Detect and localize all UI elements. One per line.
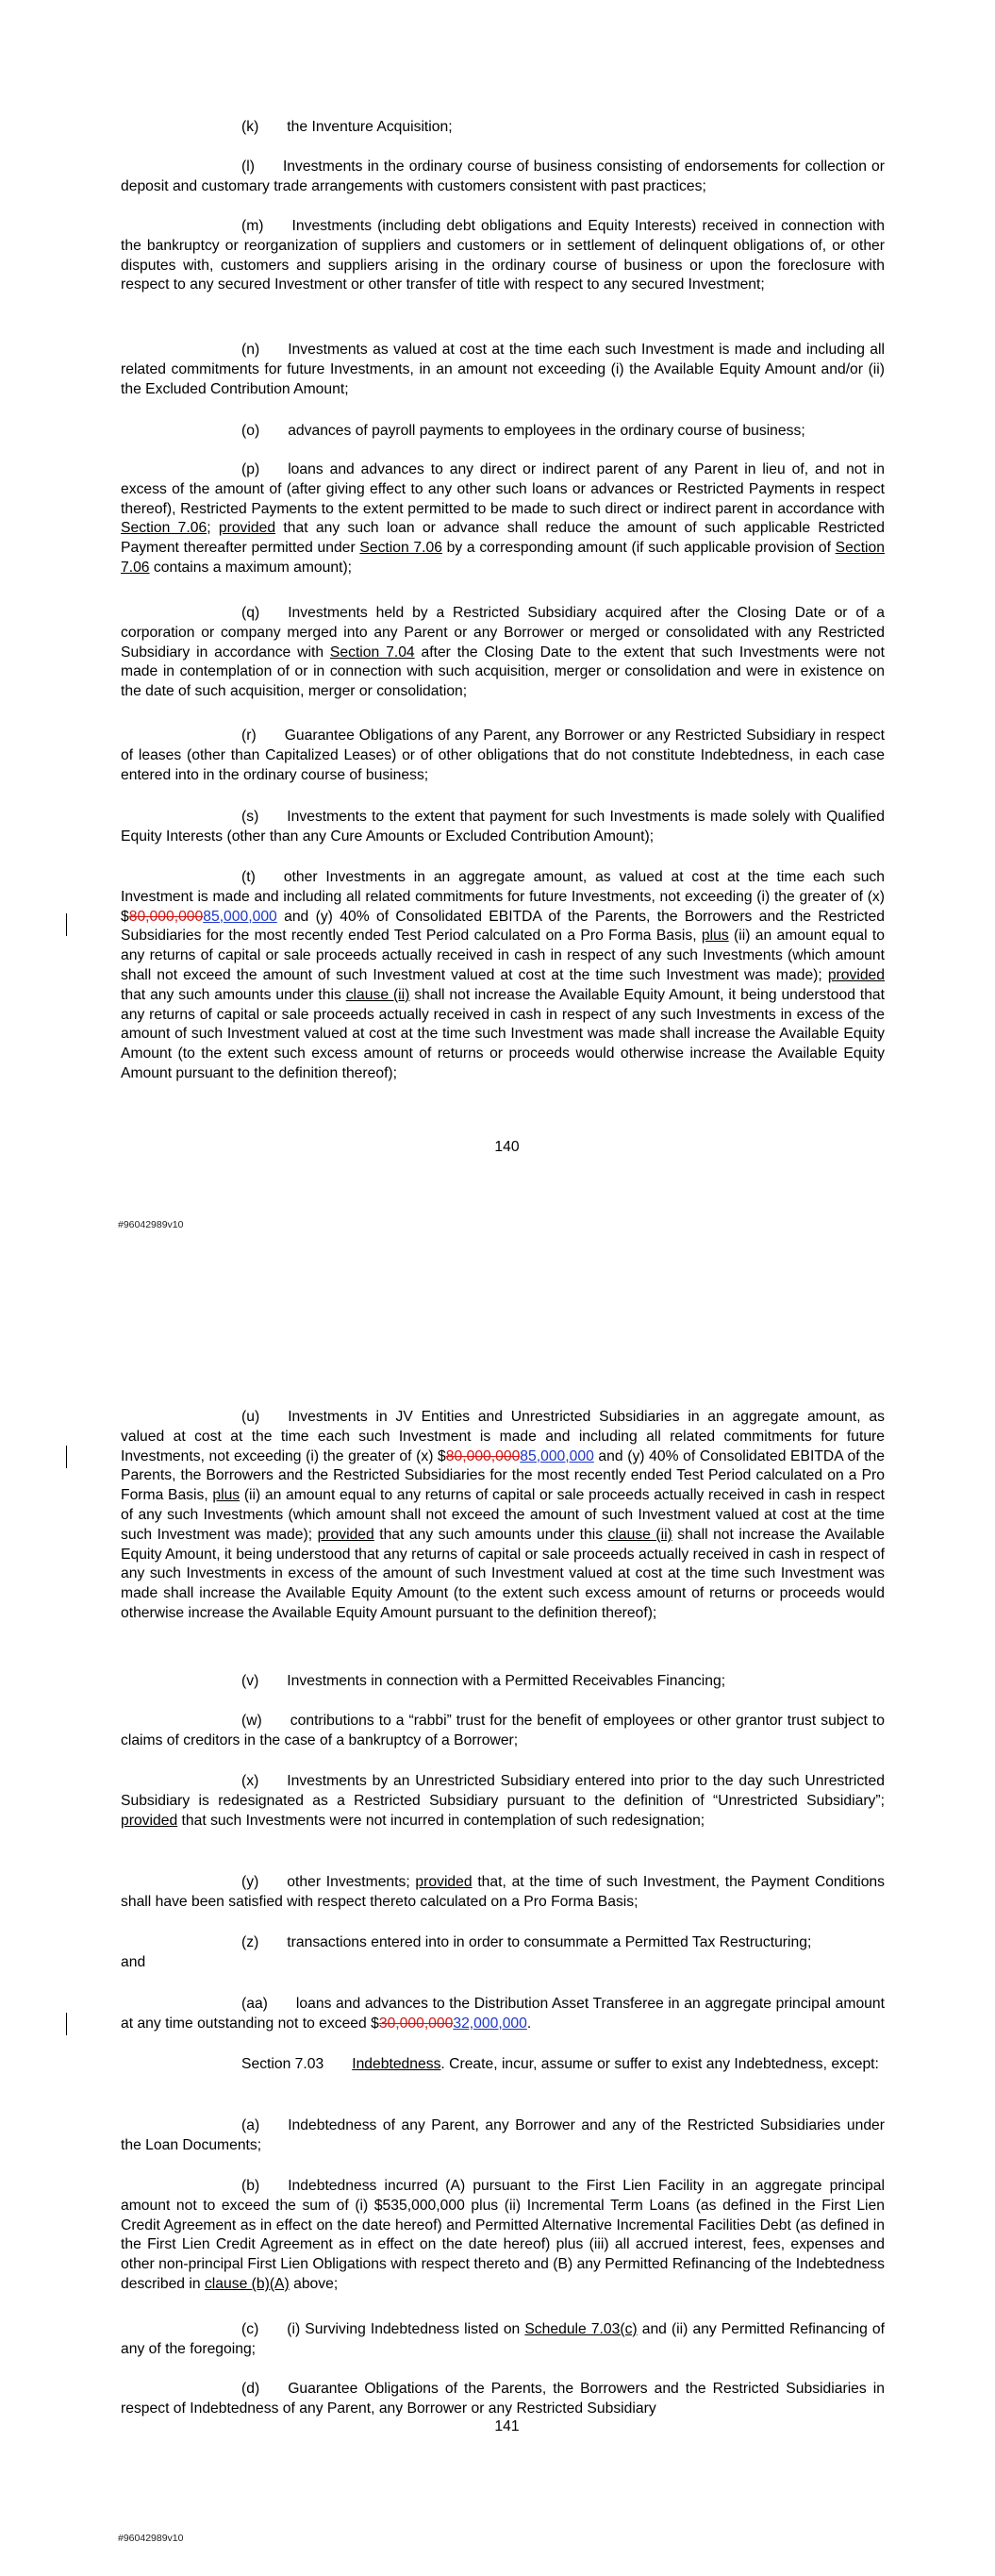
inserted-amount: 85,000,000: [203, 908, 277, 925]
item-label: (q): [241, 605, 260, 621]
provided-term: provided: [827, 966, 885, 983]
item-label: (m): [241, 218, 264, 234]
item-s: [121, 808, 885, 847]
item-label: (z): [241, 1934, 259, 1950]
text-run: that any such amounts under this: [373, 1526, 608, 1543]
item-text: Investments in the ordinary course of business consisting of endorsements for collection or deposit and customary trade arrangements with customers consistent with past practices;: [121, 159, 885, 194]
item-n: [121, 341, 885, 399]
inserted-amount: 85,000,000: [520, 1447, 594, 1464]
text-run: and (y) 40% of Consolidated EBITDA of the Parents, the Borrowers and the Restricted Subsidiaries for the most recently ended Test Period calculated on a Pro Forma Basis,: [121, 1447, 885, 1504]
item-l: [121, 158, 885, 197]
item-label: (l): [241, 159, 255, 175]
item-label: (v): [241, 1673, 259, 1689]
item-label: (w): [241, 1713, 262, 1729]
clause-b-a-ref[interactable]: clause (b)(A): [204, 2275, 290, 2292]
item-text: Investments to the extent that payment for such Investments is made solely with Qualified Equity Interests (other than any Cure Amounts or Excluded Contribution Amount);: [121, 809, 885, 845]
item-text: Investments (including debt obligations and Equity Interests) received in connection with the bankruptcy or reorganization of suppliers and customers or in settlement of delinquent obligations of, or other disputes with, customers and suppliers arising in the ordinary course of business or upon the foreclosure with respect to any secured Investment or other transfer of title with respect to any secured Investment;: [121, 218, 885, 293]
item-label: (y): [241, 1874, 259, 1890]
item-c: [121, 2320, 885, 2360]
item-text: Indebtedness of any Parent, any Borrower and any of the Restricted Subsidiaries under the Loan Documents;: [121, 2117, 885, 2153]
item-text: Investments as valued at cost at the time each such Investment is made and including all related commitments for future Investments, in an amount not exceeding (i) the Available Equity Amount and/or (ii) the Excluded Contribution Amount;: [121, 342, 885, 397]
change-bar: [66, 913, 67, 936]
item-text: Guarantee Obligations of any Parent, any Borrower or any Restricted Subsidiary in respect of leases (other than Capitalized Leases) or of other obligations that do not constitute Indebtedness, in each case entered into in the ordinary course of business;: [121, 728, 885, 783]
clause-ii-ref[interactable]: clause (ii): [607, 1526, 672, 1543]
text-run: .: [526, 2015, 532, 2032]
document-id-footer: #96042989v10: [118, 2533, 184, 2544]
provided-term: provided: [218, 520, 276, 537]
item-k: [121, 118, 885, 138]
section-title: Indebtedness: [352, 2056, 441, 2072]
deleted-amount: 80,000,000: [445, 1447, 521, 1464]
item-v: [121, 1672, 885, 1692]
text-run: Investments by an Unrestricted Subsidiary entered into prior to the day such Unrestricted Subsidiary is redesignated as a Restricted Subsidiary pursuant to the definition of “Unrestricted Subsidiary”;: [121, 1773, 885, 1809]
item-t: [121, 868, 885, 1084]
text-run: that any such amounts under this: [121, 986, 346, 1003]
item-text: advances of payroll payments to employees in the ordinary course of business;: [288, 423, 805, 439]
provided-term: provided: [121, 1812, 178, 1829]
item-text: the Inventure Acquisition;: [287, 119, 453, 135]
conjunction-and: and: [121, 1953, 146, 1970]
section-7-06-ref[interactable]: Section 7.06: [359, 540, 442, 557]
text-run: and (ii) any Permitted Refinancing of any of the foregoing;: [121, 2321, 885, 2357]
item-label: (t): [241, 869, 256, 885]
section-text: . Create, incur, assume or suffer to exist any Indebtedness, except:: [440, 2056, 879, 2072]
item-aa: [121, 1995, 885, 2034]
plus-term: plus: [212, 1487, 240, 1504]
deleted-amount: 80,000,000: [128, 908, 204, 925]
section-7-06-ref[interactable]: Section 7.06: [121, 540, 885, 576]
text-run: contains a maximum amount);: [149, 559, 353, 576]
section-number: Section 7.03: [241, 2056, 324, 2072]
item-label: (d): [241, 2381, 260, 2397]
section-7-04-ref[interactable]: Section 7.04: [329, 644, 415, 661]
text-run: loans and advances to any direct or indirect parent of any Parent in lieu of, and not in excess of the amount of (after giving effect to any other such loans or advances or Restricted Payments in respect thereof), Restricted Payments to the extent permitted to be made to such direct or indirect parent in accordance with: [121, 461, 885, 517]
deleted-amount: 30,000,000: [378, 2015, 454, 2032]
item-label: (n): [241, 342, 260, 358]
text-run: (ii) an amount equal to any returns of capital or sale proceeds actually received in cash in respect of any such Investments (which amount shall not exceed the amount of such Investment valued at cost at the time such Investment was made);: [121, 1487, 885, 1543]
text-run: other Investments;: [287, 1874, 416, 1890]
section-7-06-ref[interactable]: Section 7.06: [121, 520, 207, 537]
item-q: [121, 604, 885, 702]
inserted-amount: 32,000,000: [453, 2015, 527, 2032]
item-label: (aa): [241, 1996, 268, 2012]
text-run: Indebtedness incurred (A) pursuant to the First Lien Facility in an aggregate principal amount not to exceed the sum of (i) $535,000,000 plus (ii) Incremental Term Loans (as defined in the First Lien Credit Agreement as in effect on the date hereof) and Permitted Alternative Incremental Facilities Debt (as defined in the First Lien Credit Agreement as in effect on the date hereof) plus (iii) all accrued interest, fees, expenses and other non-principal First Lien Obligations with respect thereto and (B) any Permitted Refinancing of the Indebtedness described in: [121, 2178, 885, 2292]
item-p: [121, 460, 885, 578]
text-run: Investments held by a Restricted Subsidiary acquired after the Closing Date or of a corporation or company merged into any Parent or any Borrower or merged or consolidated with any Restricted Subsidiary in accordance with: [121, 605, 885, 661]
item-r: [121, 727, 885, 785]
text-run: (i) Surviving Indebtedness listed on: [287, 2321, 525, 2337]
text-run: and (y) 40% of Consolidated EBITDA of the Parents, the Borrowers and the Restricted Subsidiaries for the most recently ended Test Period calculated on a Pro Forma Basis,: [121, 908, 885, 945]
item-y: [121, 1873, 885, 1913]
provided-term: provided: [415, 1874, 473, 1890]
text-run: that, at the time of such Investment, the Payment Conditions shall have been satisfied with respect thereto calculated on a Pro Forma Basis;: [121, 1874, 885, 1910]
item-label: (u): [241, 1409, 260, 1425]
item-text: transactions entered into in order to consummate a Permitted Tax Restructuring;: [287, 1934, 812, 1950]
text-run: that any such loan or advance shall reduce the amount of such applicable Restricted Payment thereafter permitted under: [121, 520, 885, 557]
item-z: [121, 1933, 885, 1973]
item-label: (x): [241, 1773, 259, 1789]
clause-ii-ref[interactable]: clause (ii): [345, 986, 410, 1003]
text-run: other Investments in an aggregate amount, as valued at cost at the time each such Investment is made and including all related commitments for future Investments, not exceeding (i) the greater of (x) $: [121, 869, 885, 925]
text-run: ;: [207, 520, 219, 537]
text-run: after the Closing Date to the extent that such Investments were not made in contemplation of or in connection with such acquisition, merger or consolidation and were in existence on the date of such acquisition, merger or consolidation;: [121, 644, 885, 700]
item-text: Investments in connection with a Permitted Receivables Financing;: [287, 1673, 726, 1689]
text-run: by a corresponding amount (if such applicable provision of: [441, 540, 836, 557]
item-label: (k): [241, 119, 259, 135]
plus-term: plus: [701, 928, 729, 945]
item-d: [121, 2380, 885, 2419]
document-id-footer: #96042989v10: [118, 1219, 184, 1230]
change-bar: [66, 1446, 67, 1468]
item-label: (b): [241, 2178, 260, 2194]
item-label: (o): [241, 423, 260, 439]
text-run: (ii) an amount equal to any returns of capital or sale proceeds actually received in cash in respect of any such Investments (which amount shall not exceed the amount of such Investment valued at cost at the time such Investment was made);: [121, 928, 885, 983]
item-u: [121, 1408, 885, 1624]
item-label: (s): [241, 809, 259, 825]
item-w: [121, 1712, 885, 1751]
text-run: shall not increase the Available Equity Amount, it being understood that any returns of capital or sale proceeds actually received in cash in respect of any such Investments in excess of the amount of such Investment valued at cost at the time such Investment was made shall increase the Available Equity Amount (to the extent such excess amount of returns or proceeds would otherwise increase the Available Equity Amount pursuant to the definition thereof);: [121, 1526, 885, 1621]
item-label: (r): [241, 728, 257, 744]
item-label: (a): [241, 2117, 260, 2133]
item-label: (c): [241, 2321, 259, 2337]
provided-term: provided: [317, 1526, 374, 1543]
item-text: contributions to a “rabbi” trust for the benefit of employees or other grantor trust subject to claims of creditors in the case of a bankruptcy of a Borrower;: [121, 1713, 885, 1748]
change-bar: [66, 2013, 67, 2035]
text-run: above;: [289, 2275, 339, 2292]
item-o: [121, 422, 885, 442]
section-7-03-heading: [121, 2055, 885, 2075]
item-m: [121, 217, 885, 295]
item-x: [121, 1772, 885, 1831]
item-text: Guarantee Obligations of the Parents, the Borrowers and the Restricted Subsidiaries in respect of Indebtedness of any Parent, any Borrower or any Restricted Subsidiary: [121, 2381, 885, 2417]
page-number: 141: [494, 2418, 520, 2434]
item-label: (p): [241, 461, 260, 477]
schedule-7-03c-ref[interactable]: Schedule 7.03(c): [524, 2321, 638, 2337]
item-a: [121, 2116, 885, 2156]
text-run: that such Investments were not incurred in contemplation of such redesignation;: [177, 1812, 705, 1829]
text-run: shall not increase the Available Equity Amount, it being understood that any returns of capital or sale proceeds actually received in cash in respect of any such Investments in excess of the amount of such Investment valued at cost at the time such Investment was made shall increase the Available Equity Amount (to the extent such excess amount of returns or proceeds would otherwise increase the Available Equity Amount pursuant to the definition thereof);: [121, 986, 886, 1081]
text-run: loans and advances to the Distribution Asset Transferee in an aggregate principal amount at any time outstanding not to exceed $: [121, 1996, 885, 2032]
item-b: [121, 2177, 885, 2295]
text-run: Investments in JV Entities and Unrestricted Subsidiaries in an aggregate amount, as valued at cost at the time each such Investment is made and including all related commitments for future Investments, not exceeding (i) the greater of (x) $: [121, 1409, 885, 1464]
page-number: 140: [494, 1139, 520, 1155]
